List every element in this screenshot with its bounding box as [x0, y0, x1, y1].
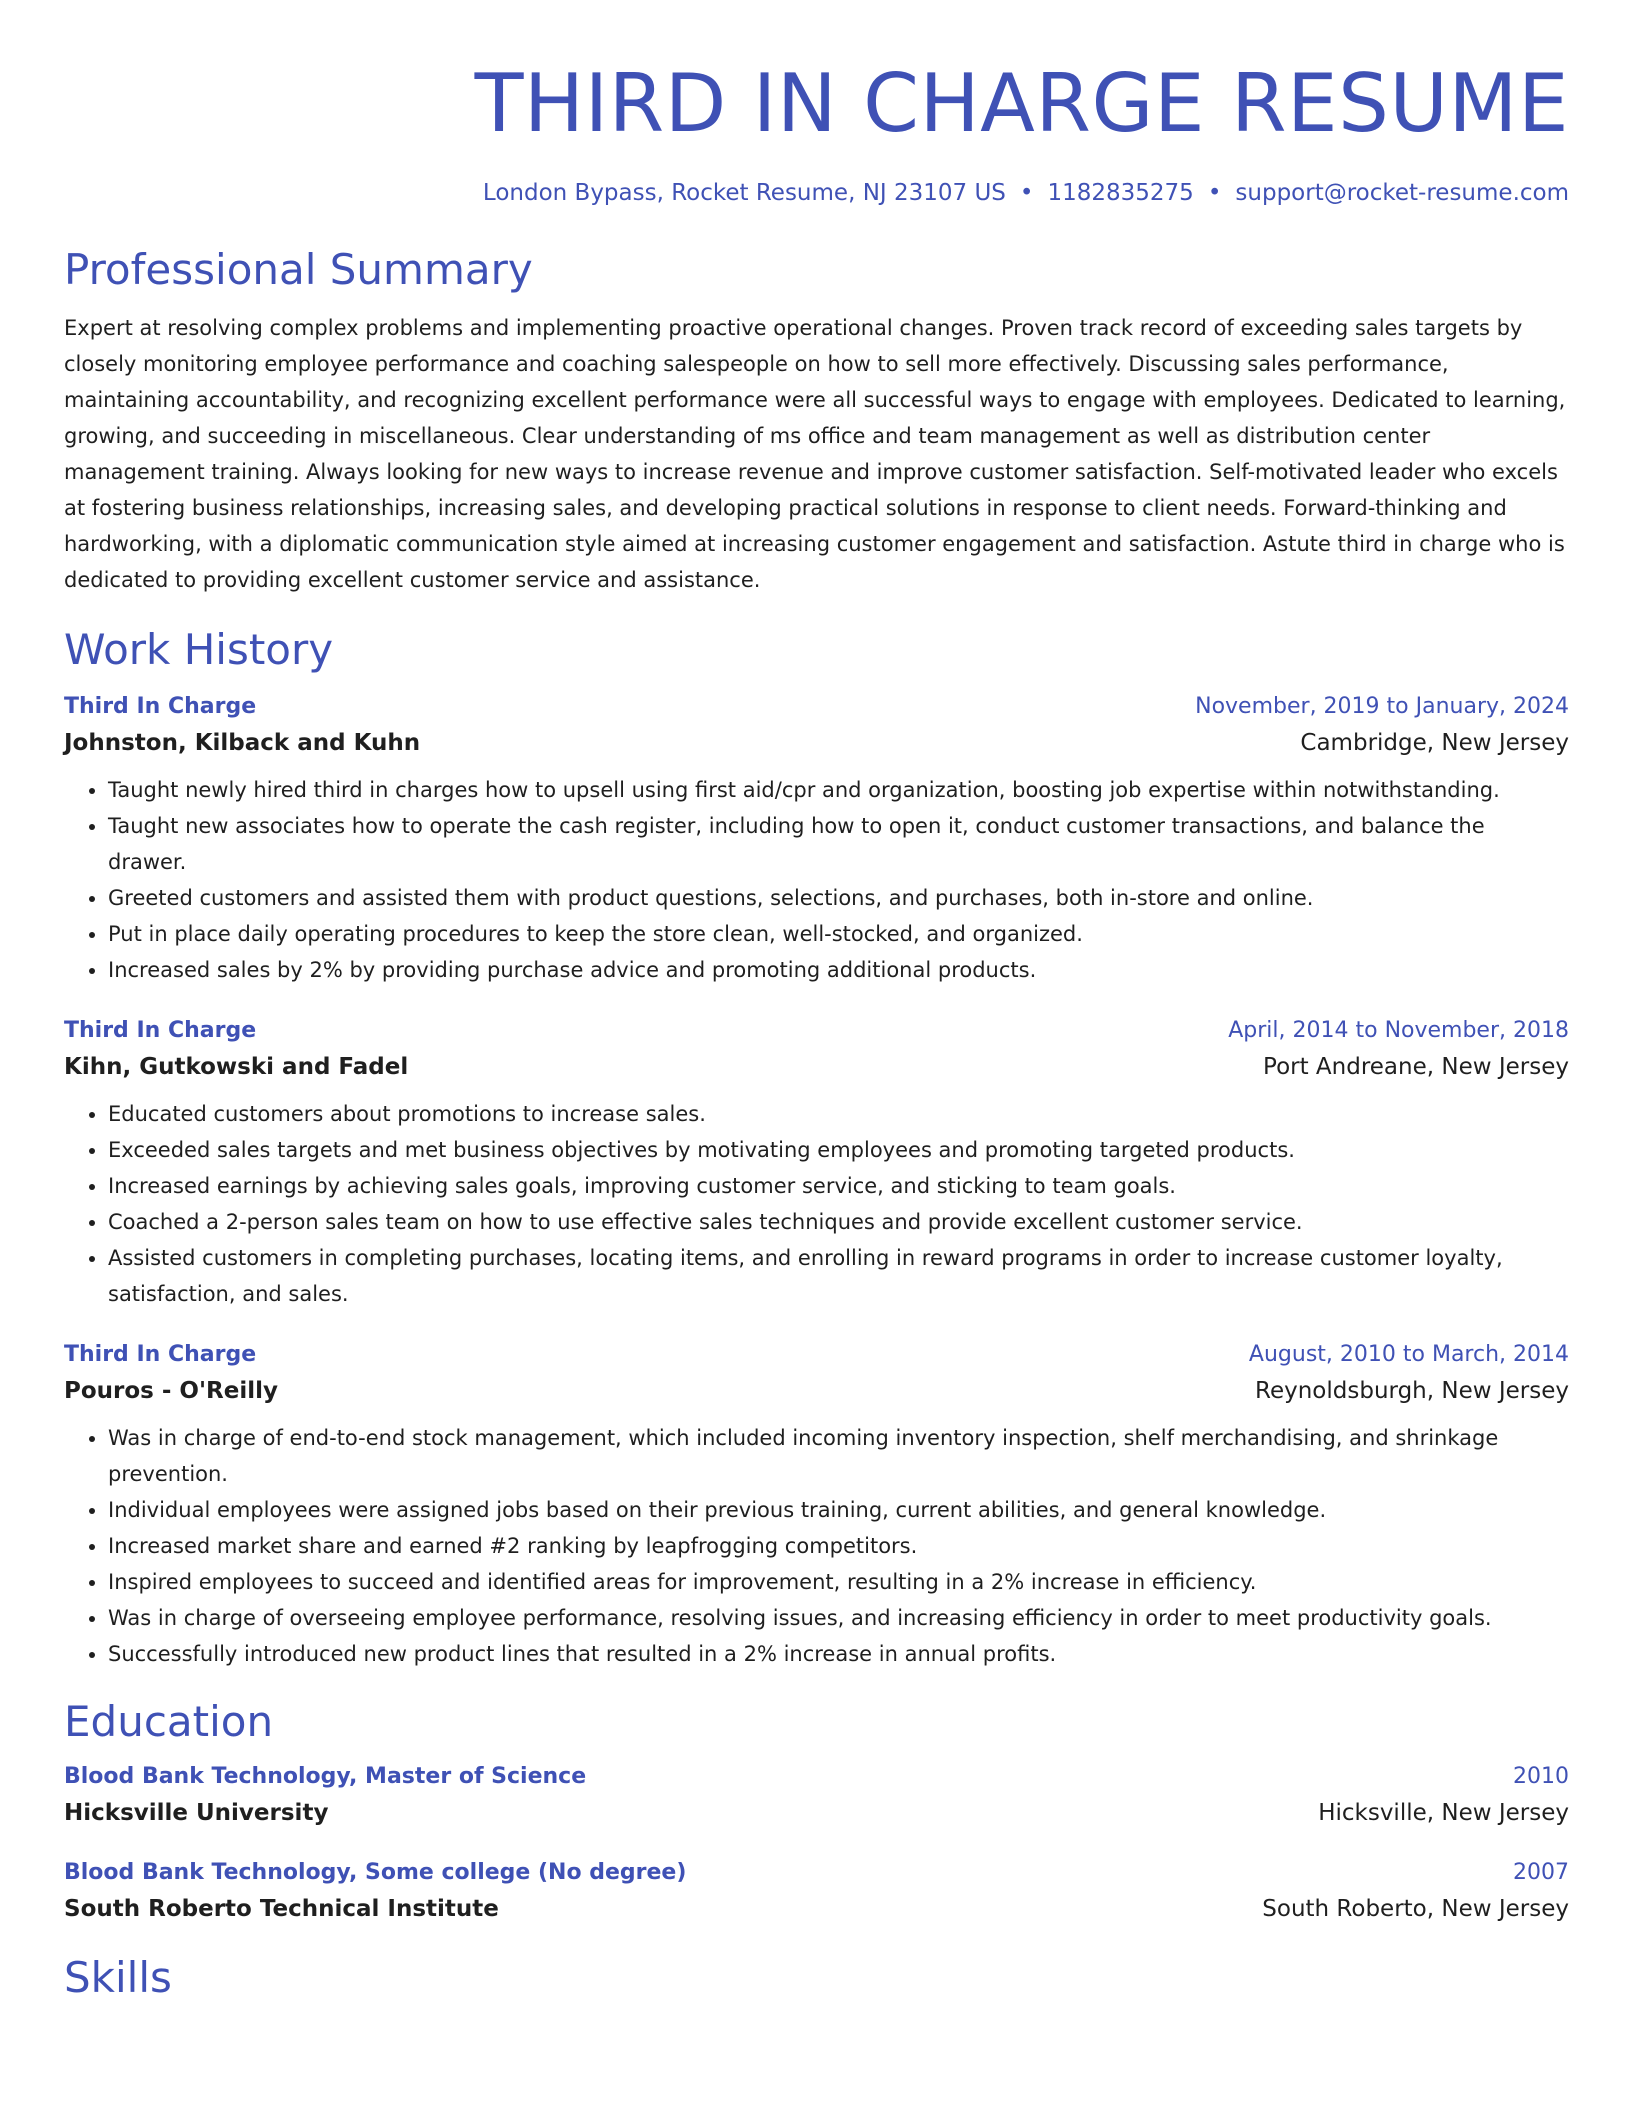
bullet-item: • Educated customers about promotions to increase sales.	[108, 1096, 1569, 1132]
job-entry	[64, 1014, 1569, 1312]
bullet-item: • Coached a 2-person sales team on how to use effective sales techniques and provide excellent customer service.	[108, 1204, 1569, 1240]
job-bullets	[64, 1096, 1569, 1312]
graduation-year: 2007	[1513, 1860, 1569, 1885]
contact-address: London Bypass, Rocket Resume, NJ 23107 US	[482, 180, 1006, 206]
bullet-item: • Individual employees were assigned jobs based on their previous training, current abilities, and general knowledge.	[108, 1492, 1569, 1528]
section-heading-education: Education	[64, 1697, 274, 1746]
job-title: Third In Charge	[64, 1342, 257, 1367]
bullet-item: • Increased earnings by achieving sales goals, improving customer service, and sticking to team goals.	[108, 1168, 1569, 1204]
section-heading-work-history: Work History	[64, 625, 334, 674]
bullet-item: • Increased market share and earned #2 ranking by leapfrogging competitors.	[108, 1528, 1569, 1564]
section-heading-summary: Professional Summary	[64, 245, 533, 294]
school-name: South Roberto Technical Institute	[64, 1896, 499, 1922]
bullet-item: • Greeted customers and assisted them with product questions, selections, and purchases, both in-store and online.	[108, 880, 1569, 916]
bullet-item: • Put in place daily operating procedures to keep the store clean, well-stocked, and organized.	[108, 916, 1569, 952]
job-title: Third In Charge	[64, 694, 257, 719]
job-location: Port Andreane, New Jersey	[1263, 1054, 1569, 1080]
job-dates: November, 2019 to January, 2024	[1195, 694, 1569, 719]
job-dates: August, 2010 to March, 2014	[1248, 1342, 1569, 1367]
bullet-item: • Taught new associates how to operate the cash register, including how to open it, conduct customer transactions, and balance the drawer.	[108, 808, 1569, 880]
bullet-item: • Was in charge of end-to-end stock management, which included incoming inventory inspection, shelf merchandising, and shrinkage prevention.	[108, 1420, 1569, 1492]
bullet-item: • Successfully introduced new product lines that resulted in a 2% increase in annual profits.	[108, 1636, 1569, 1672]
job-entry	[64, 690, 1569, 988]
education-entry	[64, 1760, 1569, 1832]
bullet-item: • Increased sales by 2% by providing purchase advice and promoting additional products.	[108, 952, 1569, 988]
bullet-item: • Taught newly hired third in charges how to upsell using first aid/cpr and organization, boosting job expertise within notwithstanding.	[108, 772, 1569, 808]
graduation-year: 2010	[1513, 1764, 1569, 1789]
job-location: Cambridge, New Jersey	[1300, 730, 1569, 756]
job-company: Pouros - O'Reilly	[64, 1378, 278, 1404]
resume-page	[64, 0, 1569, 2006]
bullet-item: • Inspired employees to succeed and identified areas for improvement, resulting in a 2% increase in efficiency.	[108, 1564, 1569, 1600]
separator-dot: •	[1019, 180, 1034, 206]
job-bullets	[64, 772, 1569, 988]
job-entry	[64, 1338, 1569, 1672]
degree: Blood Bank Technology, Some college (No degree)	[64, 1860, 687, 1885]
summary-text: Expert at resolving complex problems and implementing proactive operational changes. Proven track record of exceeding sales targets by closely monitoring employee performance and coaching salespeople on how to sell more effectively. Discussing sales performance, maintaining accountability, and recognizing excellent performance were all successful ways to engage with employees. Dedicated to learning, growing, and succeeding in miscellaneous. Clear understanding of ms office and team management as well as distribution center management training. Always looking for new ways to increase revenue and improve customer satisfaction. Self-motivated leader who excels at fostering business relationships, increasing sales, and developing practical solutions in response to client needs. Forward-thinking and hardworking, with a diplomatic communication style aimed at increasing customer engagement and satisfaction. Astute third in charge who is dedicated to providing excellent customer service and assistance.	[64, 316, 1566, 592]
education-entry	[64, 1856, 1569, 1928]
job-dates: April, 2014 to November, 2018	[1228, 1018, 1569, 1043]
separator-dot: •	[1207, 180, 1222, 206]
school-location: South Roberto, New Jersey	[1262, 1896, 1569, 1922]
job-bullets	[64, 1420, 1569, 1672]
bullet-item: • Exceeded sales targets and met business objectives by motivating employees and promoting targeted products.	[108, 1132, 1569, 1168]
resume-title: THIRD IN CHARGE RESUME	[474, 57, 1569, 150]
school-location: Hicksville, New Jersey	[1318, 1800, 1569, 1826]
bullet-item: • Was in charge of overseeing employee performance, resolving issues, and increasing efficiency in order to meet productivity goals.	[108, 1600, 1569, 1636]
job-company: Kihn, Gutkowski and Fadel	[64, 1054, 409, 1080]
contact-email: support@rocket-resume.com	[1235, 180, 1569, 206]
degree: Blood Bank Technology, Master of Science	[64, 1764, 587, 1789]
contact-line	[64, 178, 1569, 208]
job-title: Third In Charge	[64, 1018, 257, 1043]
school-name: Hicksville University	[64, 1800, 329, 1826]
job-location: Reynoldsburgh, New Jersey	[1255, 1378, 1569, 1404]
contact-phone: 1182835275	[1047, 180, 1194, 206]
job-company: Johnston, Kilback and Kuhn	[64, 730, 421, 756]
bullet-item: • Assisted customers in completing purchases, locating items, and enrolling in reward programs in order to increase customer loyalty, satisfaction, and sales.	[108, 1240, 1569, 1312]
section-heading-skills: Skills	[64, 1953, 172, 2002]
